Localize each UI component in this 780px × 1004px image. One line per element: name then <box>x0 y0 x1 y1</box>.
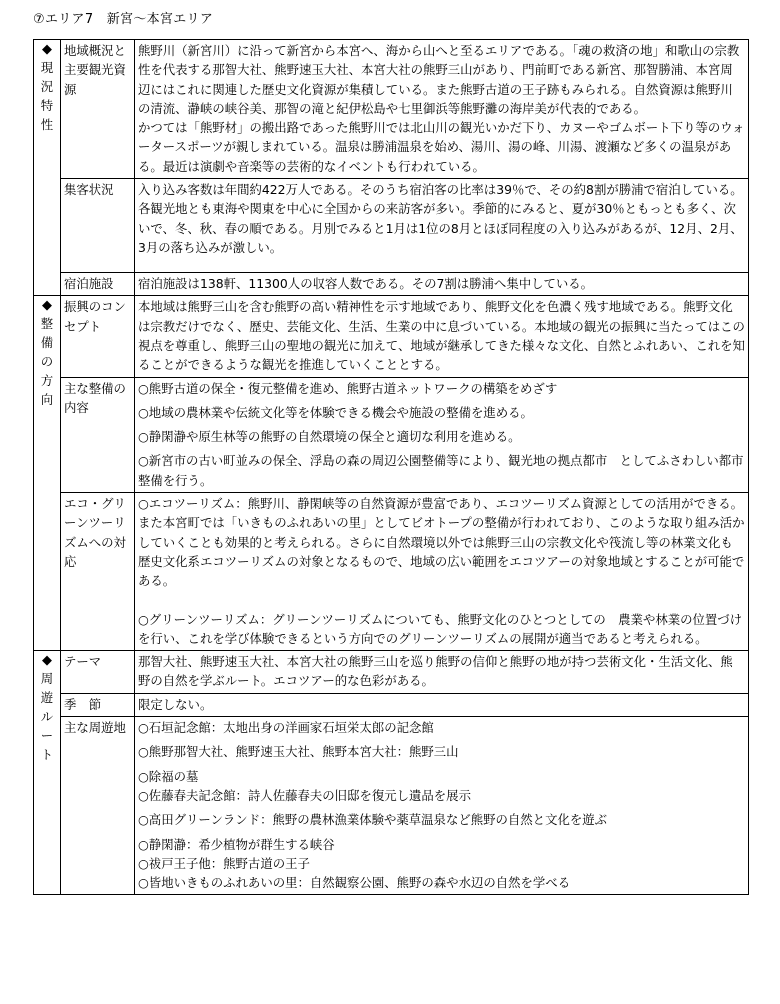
label-visitors: 集客状況 <box>61 179 135 273</box>
maintenance-item: ○地域の農林業や伝統文化等を体験できる機会や施設の整備を進める。 <box>138 404 533 420</box>
row-spots <box>34 717 749 895</box>
row-overview <box>34 40 749 179</box>
row-concept <box>34 296 749 377</box>
row-visitors <box>34 179 749 273</box>
label-maintenance: 主な整備の内容 <box>61 377 135 492</box>
section-title-direction: 整備の方向 <box>40 316 54 408</box>
label-theme: テーマ <box>61 651 135 694</box>
label-concept: 振興のコンセプト <box>61 296 135 377</box>
row-theme <box>34 651 749 694</box>
spot-item: ○高田グリーンランド：熊野の農林漁業体験や薬草温泉など熊野の自然と文化を遊ぶ <box>138 812 608 828</box>
label-season: 季 節 <box>61 693 135 716</box>
diamond-icon: ◆ <box>42 42 52 57</box>
spot-item: ○祓戸王子他：熊野古道の王子 <box>138 855 310 871</box>
area-table <box>33 39 749 895</box>
content-overview <box>135 40 749 179</box>
spot-item: ○熊野那智大社、熊野速玉大社、熊野本宮大社：熊野三山 <box>138 744 459 760</box>
content-eco <box>135 493 749 651</box>
eco-spacer <box>138 591 745 610</box>
section-title-route: 周遊ルート <box>40 671 54 763</box>
theme-text: 那智大社、熊野速玉大社、本宮大社の熊野三山を巡り熊野の信仰と熊野の地が持つ芸術文化・生活文化、熊野の自然を学ぶルート。エコツアー的な色彩がある。 <box>138 654 733 689</box>
section-direction <box>34 296 61 651</box>
row-lodging <box>34 273 749 296</box>
spot-item: ○皆地いきものふれあいの里：自然観察公園、熊野の森や水辺の自然を学べる <box>138 875 571 891</box>
section-title-current: 現況特性 <box>40 60 54 132</box>
diamond-icon: ◆ <box>42 298 52 314</box>
season-text: 限定しない。 <box>138 696 213 712</box>
section-route <box>34 651 61 895</box>
label-spots: 主な周遊地 <box>61 717 135 895</box>
visitors-text: 入り込み客数は年間約422万人である。そのうち宿泊客の比率は39％で、その約8割が勝浦で宿泊している。各観光地とも東海や関東を中心に全国からの来訪客が多い。季節的にみると、夏が30％ともっとも多く、次いで、冬、秋、春の順である。月別でみると1月は1位の8月とほぼ同程度の入り込みがあるが、12月、2月、3月の落ち込みが激しい。 <box>138 182 743 255</box>
page-title: ⑦エリア7 新宮～本宮エリア <box>33 12 214 27</box>
content-lodging <box>135 273 749 296</box>
label-eco: エコ・グリーンツーリズムへの対応 <box>61 493 135 651</box>
spot-item: ○静閑瀞：希少植物が群生する峡谷 <box>138 836 335 852</box>
label-overview: 地域概況と主要観光資源 <box>61 40 135 179</box>
content-visitors <box>135 179 749 273</box>
content-concept <box>135 296 749 377</box>
row-season <box>34 693 749 716</box>
content-theme <box>135 651 749 694</box>
section-current <box>34 40 61 296</box>
maintenance-item: ○新宮市の古い町並みの保全、浮島の森の周辺公園整備等により、観光地の拠点都市 としてふさわしい都市整備を行う。 <box>138 453 744 488</box>
overview-paragraph-2: かつては「熊野材」の搬出路であった熊野川では北山川の観光いかだ下り、カヌーやゴムボート下り等のウォータースポーツが親しまれている。温泉は勝浦温泉を始め、湯川、湯の峰、川湯、渡瀬など多くの温泉がある。最近は演劇や音楽等の芸術的なイベントも行われている。 <box>138 120 745 174</box>
content-maintenance <box>135 377 749 492</box>
eco-paragraph-2: ○グリーンツーリズム：グリーンツーリズムについても、熊野文化のひとつとしての 農業や林業の位置づけを行い、これを学び体験できるという方向でのグリーンツーリズムの展開が適当であると考えられる。 <box>138 611 743 646</box>
spot-item: ○佐藤春夫記念館：詩人佐藤春夫の旧邸を復元し遺品を展示 <box>138 787 471 803</box>
spot-item: ○石垣記念館：太地出身の洋画家石垣栄太郎の記念館 <box>138 720 434 736</box>
row-maintenance <box>34 377 749 492</box>
eco-paragraph-1: ○エコツーリズム：熊野川、静閑峡等の自然資源が豊富であり、エコツーリズム資源としての活用ができる。また本宮町では「いきものふれあいの里」としてビオトープの整備が行われており、このような取り組み活かしていくことも効果的と考えられる。さらに自然環境以外では熊野三山の宗教文化や筏流し等の林業文化も歴史文化系エコツーリズムの対象となるもので、地域の広い範囲をエコツアーの対象地域とすることが可能である。 <box>138 496 745 589</box>
overview-paragraph-1: 熊野川（新宮川）に沿って新宮から本宮へ、海から山へと至るエリアである。「魂の救済の地」和歌山の宗教性を代表する那智大社、熊野速玉大社、本宮大社の熊野三山があり、門前町である新宮、那智勝浦、本宮周辺にはこれに関連した歴史文化資源が集積している。また熊野古道の王子跡もみられる。自然資源は熊野川の清流、瀞峡の峡谷美、那智の滝と紀伊松島や七里御浜等熊野灘の海岸美が代表的である。 <box>138 43 740 116</box>
lodging-text: 宿泊施設は138軒、11300人の収容人数である。その7割は勝浦へ集中している。 <box>138 276 594 292</box>
spot-item: ○除福の墓 <box>138 768 199 784</box>
row-eco <box>34 493 749 651</box>
content-spots <box>135 717 749 895</box>
diamond-icon: ◆ <box>42 653 52 669</box>
content-season <box>135 693 749 716</box>
label-lodging: 宿泊施設 <box>61 273 135 296</box>
concept-text: 本地域は熊野三山を含む熊野の高い精神性を示す地域であり、熊野文化を色濃く残す地域である。熊野文化は宗教だけでなく、歴史、芸能文化、生活、生業の中に息づいている。本地域の観光の振興に当たってはこの視点を尊重し、熊野三山の聖地の観光に加えて、地域が継承してきた様々な文化、自然とふれあい、これを知ることができるような観光を推進していくこととする。 <box>138 299 745 373</box>
maintenance-item: ○静閑瀞や原生林等の熊野の自然環境の保全と適切な利用を進める。 <box>138 429 521 445</box>
maintenance-item: ○熊野古道の保全・復元整備を進め、熊野古道ネットワークの構築をめざす <box>138 380 558 396</box>
